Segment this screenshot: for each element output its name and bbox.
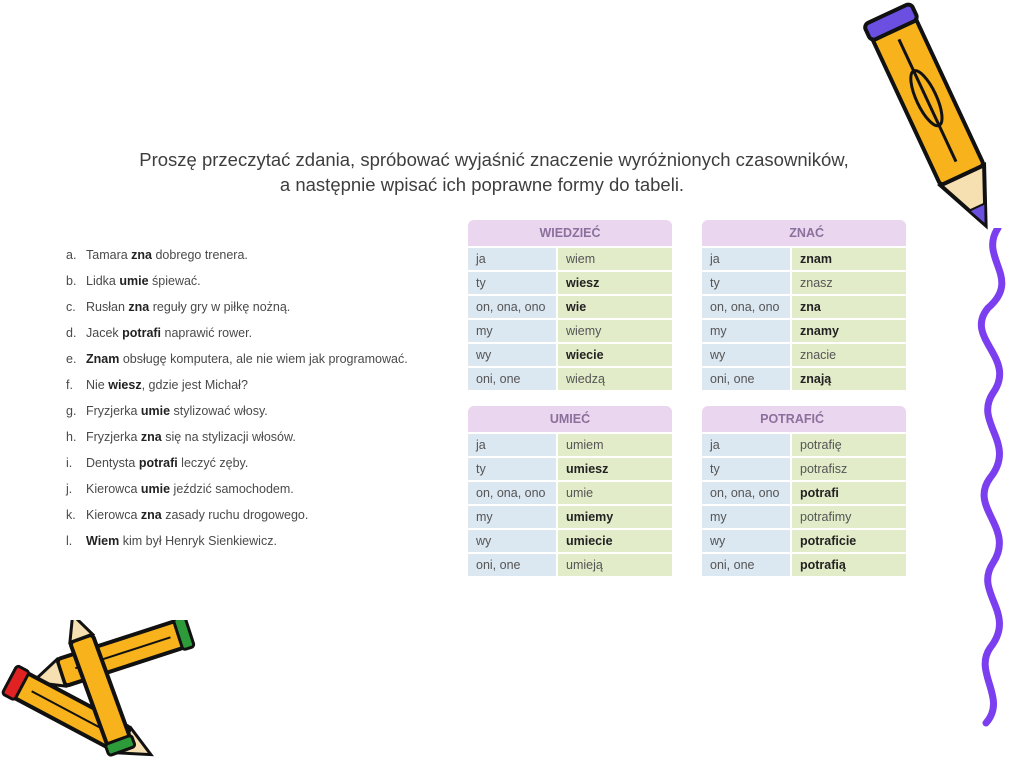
sentence-text-after: kim był Henryk Sienkiewicz. — [119, 534, 277, 548]
table-row — [702, 320, 906, 344]
pronoun-cell: wy — [468, 530, 556, 554]
sentence-letter: k. — [66, 508, 76, 522]
list-item — [66, 479, 408, 505]
table-row — [468, 458, 672, 482]
verb-form-cell: potraficie — [790, 530, 906, 554]
verb-form-cell: potrafią — [790, 554, 906, 578]
pronoun-cell: my — [468, 320, 556, 344]
highlighted-verb: umie — [140, 482, 171, 496]
sentence-letter: c. — [66, 300, 76, 314]
pronoun-cell: my — [702, 506, 790, 530]
verb-form-cell: potrafię — [790, 434, 906, 458]
table-row — [702, 458, 906, 482]
table-row — [468, 482, 672, 506]
sentence-letter: g. — [66, 404, 77, 418]
table-row — [468, 368, 672, 392]
pronoun-cell: oni, one — [702, 368, 790, 392]
pronoun-cell: on, ona, ono — [468, 482, 556, 506]
table-wiedziec — [468, 220, 672, 392]
table-row — [702, 344, 906, 368]
table-row — [702, 434, 906, 458]
pronoun-cell: ja — [702, 434, 790, 458]
sentence-text-before: Fryzjerka — [86, 430, 141, 444]
instruction-line-1: Proszę przeczytać zdania, spróbować wyjaśnić znaczenie wyróżnionych czasowników, — [139, 149, 849, 170]
table-row — [702, 530, 906, 554]
verb-form-cell: umieją — [556, 554, 672, 578]
sentence-text-before: Kierowca — [86, 482, 141, 496]
instruction-heading — [0, 147, 1000, 197]
pencil-icon — [860, 0, 1020, 250]
highlighted-verb: Znam — [86, 352, 120, 366]
highlighted-verb: zna — [128, 300, 150, 314]
sentence-list — [66, 245, 408, 557]
table-row — [468, 296, 672, 320]
sentence-letter: d. — [66, 326, 77, 340]
highlighted-verb: zna — [131, 248, 152, 262]
list-item — [66, 453, 408, 479]
list-item — [66, 349, 408, 375]
pronoun-cell: ty — [702, 458, 790, 482]
list-item — [66, 531, 408, 557]
sentence-text-before: Jacek — [86, 326, 123, 340]
sentence-letter: f. — [66, 378, 73, 392]
sentence-text-after: dobrego trenera. — [152, 248, 248, 262]
highlighted-verb: potrafi — [138, 456, 178, 470]
pronoun-cell: ja — [468, 434, 556, 458]
table-znac — [702, 220, 906, 392]
sentence-text-before: Dentysta — [86, 456, 139, 470]
verb-form-cell: potrafimy — [790, 506, 906, 530]
list-item — [66, 427, 408, 453]
verb-form-cell: umiem — [556, 434, 672, 458]
table-row — [702, 296, 906, 320]
table-row — [702, 554, 906, 578]
highlighted-verb: zna — [140, 430, 162, 444]
list-item — [66, 297, 408, 323]
verb-form-cell: wie — [556, 296, 672, 320]
list-item — [66, 245, 408, 271]
pronoun-cell: ty — [702, 272, 790, 296]
pronoun-cell: wy — [702, 344, 790, 368]
pronoun-cell: my — [702, 320, 790, 344]
verb-form-cell: wiecie — [556, 344, 672, 368]
table-row — [702, 368, 906, 392]
verb-form-cell: umie — [556, 482, 672, 506]
verb-form-cell: umiesz — [556, 458, 672, 482]
list-item — [66, 271, 408, 297]
table-row — [468, 506, 672, 530]
sentence-text-after: się na stylizacji włosów. — [161, 430, 296, 444]
highlighted-verb: zna — [140, 508, 162, 522]
sentence-text-after: stylizować włosy. — [170, 404, 268, 418]
pronoun-cell: ja — [468, 248, 556, 272]
table-umiec — [468, 406, 672, 578]
table-row — [468, 434, 672, 458]
table-title: WIEDZIEĆ — [468, 220, 672, 248]
table-title: ZNAĆ — [702, 220, 906, 248]
table-row — [468, 554, 672, 578]
highlighted-verb: umie — [140, 404, 171, 418]
verb-form-cell: wiem — [556, 248, 672, 272]
verb-form-cell: znam — [790, 248, 906, 272]
sentence-text-after: jeździć samochodem. — [170, 482, 294, 496]
pronoun-cell: on, ona, ono — [702, 482, 790, 506]
sentence-text-after: reguły gry w piłkę nożną. — [149, 300, 291, 314]
verb-form-cell: potrafi — [790, 482, 906, 506]
instruction-line-2: a następnie wpisać ich poprawne formy do tabeli. — [279, 174, 685, 195]
pronoun-cell: oni, one — [468, 554, 556, 578]
verb-form-cell: umiecie — [556, 530, 672, 554]
highlighted-verb: umie — [119, 274, 149, 288]
table-row — [702, 272, 906, 296]
table-row — [702, 248, 906, 272]
sentence-text-before: Lidka — [86, 274, 120, 288]
verb-form-cell: wiedzą — [556, 368, 672, 392]
sentence-text-after: obsługę komputera, ale nie wiem jak programować. — [119, 352, 408, 366]
verb-form-cell: znamy — [790, 320, 906, 344]
sentence-text-after: śpiewać. — [148, 274, 201, 288]
sentence-text-before: Fryzjerka — [86, 404, 141, 418]
verb-form-cell: umiemy — [556, 506, 672, 530]
pronoun-cell: wy — [468, 344, 556, 368]
table-potrafic — [702, 406, 906, 578]
sentence-text-after: , gdzie jest Michał? — [141, 378, 248, 392]
pronoun-cell: wy — [702, 530, 790, 554]
sentence-letter: h. — [66, 430, 77, 444]
table-row — [468, 320, 672, 344]
highlighted-verb: wiesz — [108, 378, 142, 392]
sentence-text-after: leczyć zęby. — [177, 456, 249, 470]
sentence-text-after: naprawić rower. — [161, 326, 253, 340]
verb-form-cell: wiemy — [556, 320, 672, 344]
highlighted-verb: Wiem — [86, 534, 120, 548]
list-item — [66, 401, 408, 427]
pronoun-cell: on, ona, ono — [468, 296, 556, 320]
table-row — [468, 530, 672, 554]
table-row — [468, 344, 672, 368]
verb-form-cell: wiesz — [556, 272, 672, 296]
sentence-text-before: Tamara — [86, 248, 132, 262]
list-item — [66, 505, 408, 531]
sentence-text-before: Rusłan — [86, 300, 129, 314]
pronoun-cell: on, ona, ono — [702, 296, 790, 320]
table-title: POTRAFIĆ — [702, 406, 906, 434]
squiggle-line — [968, 228, 1024, 728]
pronoun-cell: ty — [468, 458, 556, 482]
sentence-text-before: Nie — [86, 378, 109, 392]
sentence-letter: b. — [66, 274, 77, 288]
table-row — [702, 482, 906, 506]
pronoun-cell: ja — [702, 248, 790, 272]
verb-form-cell: zna — [790, 296, 906, 320]
sentence-letter: e. — [66, 352, 77, 366]
sentence-text-before: Kierowca — [86, 508, 141, 522]
pronoun-cell: ty — [468, 272, 556, 296]
sentence-letter: i. — [66, 456, 73, 470]
pronoun-cell: oni, one — [468, 368, 556, 392]
sentence-letter: a. — [66, 248, 77, 262]
pronoun-cell: oni, one — [702, 554, 790, 578]
table-row — [702, 506, 906, 530]
verb-form-cell: znacie — [790, 344, 906, 368]
verb-form-cell: potrafisz — [790, 458, 906, 482]
verb-form-cell: znasz — [790, 272, 906, 296]
list-item — [66, 375, 408, 401]
list-item — [66, 323, 408, 349]
highlighted-verb: potrafi — [122, 326, 162, 340]
sentence-letter: l. — [66, 534, 73, 548]
verb-form-cell: znają — [790, 368, 906, 392]
pronoun-cell: my — [468, 506, 556, 530]
sentence-text-after: zasady ruchu drogowego. — [161, 508, 309, 522]
table-title: UMIEĆ — [468, 406, 672, 434]
table-row — [468, 248, 672, 272]
sentence-letter: j. — [66, 482, 73, 496]
table-row — [468, 272, 672, 296]
crossed-pencils-icon — [0, 620, 210, 760]
